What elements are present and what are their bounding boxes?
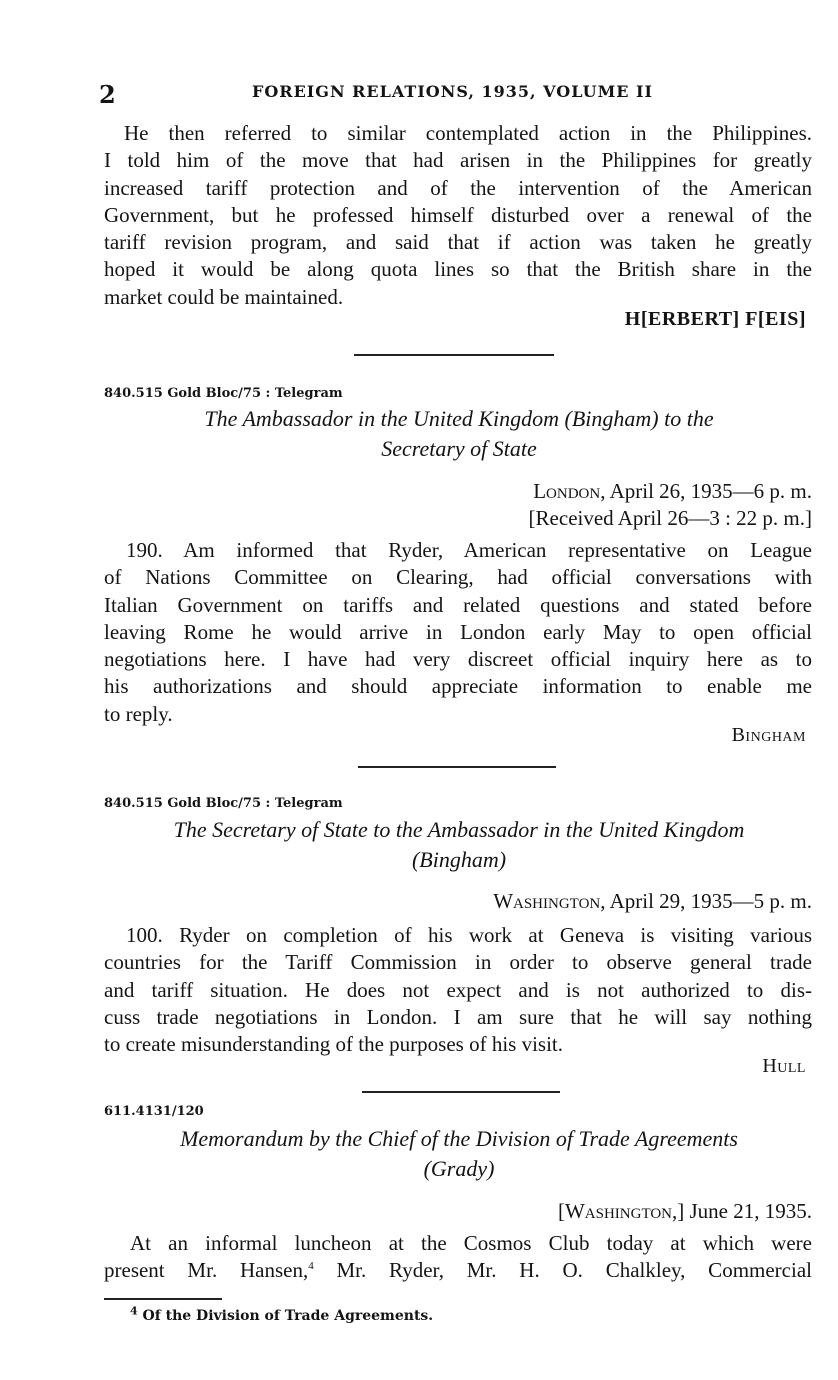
dateline: Washington, April 29, 1935—5 p. m. [493,889,812,913]
text-line: I told him of the move that had arisen in the Philippines for greatly [104,148,812,173]
text-line: tariff revision program, and said that if action was taken he greatly [104,230,812,255]
text-line: his authorizations and should appreciate information to enable me [104,674,812,699]
text-line: 190. Am informed that Ryder, American representative on League [126,538,812,562]
text-line: present Mr. Hansen,$^4$ Mr. Ryder, Mr. H. O. Chalkley, Commercial [104,1258,812,1283]
text-line: increased tariff protection and of the intervention of the American [104,175,812,200]
hull-signature: Hull [762,1055,806,1077]
bingham-signature: Bingham [731,724,806,746]
text-line: 100. Ryder on completion of his work at Geneva is visiting various [126,923,812,947]
document-title [104,1124,814,1184]
dateline: London, April 26, 1935—6 p. m. [Received April 26—3 : 22 p. m.] [528,479,812,530]
text-line: leaving Rome he would arrive in London early May to open official [104,619,812,644]
text-line: Italian Government on tariffs and related questions and stated before [104,592,812,617]
title-line: The Secretary of State to the Ambassador in the United Kingdom [173,817,745,842]
title-line: Memorandum by the Chief of the Division of Trade Agreements [180,1126,738,1151]
file-reference: 840.515 Gold Bloc/75 : Telegram [104,796,343,811]
text-line: cuss trade negotiations in London. I am sure that he will say nothing [104,1004,812,1029]
title-line: (Bingham) [411,847,507,872]
feis-memo-paragraph [104,120,812,311]
text-line: of Nations Committee on Clearing, had official conversations with [104,565,812,590]
running-title: FOREIGN RELATIONS, 1935, VOLUME II [252,82,654,101]
title-line: (Grady) [423,1156,495,1181]
text-line: hoped it would be along quota lines so that the British share in the [104,257,812,282]
text-line: negotiations here. I have had very discreet official inquiry here as to [104,647,812,672]
feis-signature: H[ERBERT] F[EIS] [624,308,806,330]
bingham-telegram-body [104,537,812,728]
footnote-rule [104,1298,222,1300]
hull-telegram-body [104,922,812,1058]
document-title [104,404,814,464]
file-reference: 611.4131/120 [104,1104,204,1119]
section-divider [354,354,554,356]
footnote-number: 4 [130,1304,138,1318]
text-line: Government, but he professed himself disturbed over a renewal of the [104,202,812,227]
text-line: He then referred to similar contemplated action in the Philippines. [124,121,812,145]
footnote-text: Of the Division of Trade Agreements. [137,1308,434,1324]
text-line: market could be maintained. [104,284,344,309]
section-divider [358,766,556,768]
dateline: [Washington,] June 21, 1935. [557,1199,812,1223]
text-line: and tariff situation. He does not expect and is not authorized to dis- [104,977,812,1002]
document-title [104,815,814,875]
text-line: to reply. [104,701,173,726]
text-line: At an informal luncheon at the Cosmos Club today at which were [130,1231,812,1255]
page-number: 2 [99,80,116,109]
footnote [130,1304,434,1324]
text-line: to create misunderstanding of the purposes of his visit. [104,1032,563,1057]
running-head [0,78,838,108]
footnote-marker: 4 [308,1260,314,1273]
file-reference: 840.515 Gold Bloc/75 : Telegram [104,386,343,401]
title-line: The Ambassador in the United Kingdom (Bingham) to the [204,406,714,431]
text-line: countries for the Tariff Commission in order to observe general trade [104,950,812,975]
title-line: Secretary of State [381,436,537,461]
grady-memo-body [104,1230,812,1285]
received-line: [Received April 26—3 : 22 p. m.] [528,506,812,530]
section-divider [362,1091,560,1093]
